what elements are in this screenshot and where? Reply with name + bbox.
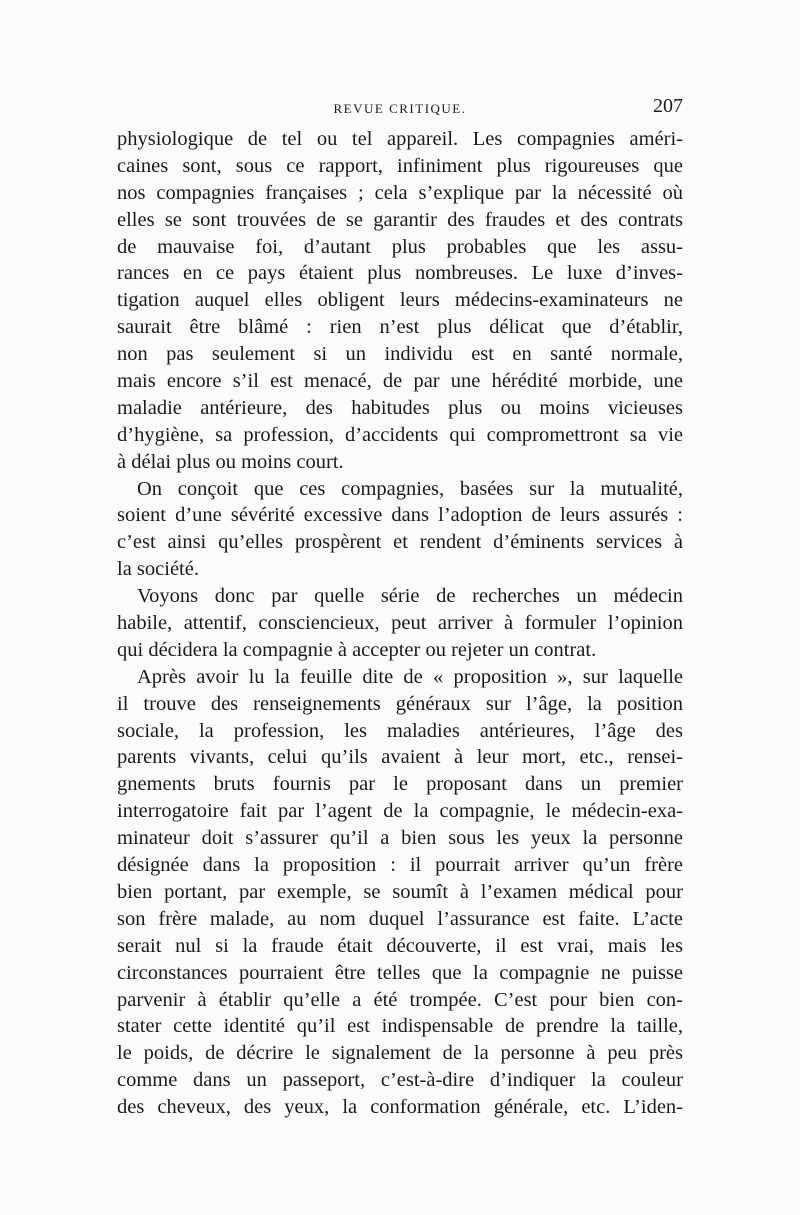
text-line: caines sont, sous ce rapport, infiniment plus rigoureuses que [117,154,683,177]
text-line: non pas seulement si un individu est en santé normale, [117,343,683,366]
text-line: de mauvaise foi, d’autant plus probables que les assu- [117,235,683,258]
text-line: stater cette identité qu’il est indispensable de prendre la taille, [117,1015,683,1038]
text-line: maladie antérieure, des habitudes plus ou moins vicieuses [117,396,683,419]
text-line: circonstances pourraient être telles que la compagnie ne puisse [117,961,683,984]
text-line: mais encore s’il est menacé, de par une hérédité morbide, une [117,370,683,393]
text-line: gnements bruts fournis par le proposant dans un premier [117,773,683,796]
paragraph [117,583,683,664]
text-line: bien portant, par exemple, se soumît à l’examen médical pour [117,880,683,903]
page-number: 207 [653,95,683,117]
text-line: Après avoir lu la feuille dite de « proposition », sur laquelle [137,665,683,688]
text-line: habile, attentif, consciencieux, peut arriver à formuler l’opinion [117,612,683,635]
text-line: qui décidera la compagnie à accepter ou rejeter un contrat. [117,638,597,661]
running-title: REVUE CRITIQUE. [333,101,467,116]
body-text [117,126,683,1121]
text-line: désignée dans la proposition : il pourrait arriver qu’un frère [117,854,683,877]
text-line: parents vivants, celui qu’ils avaient à leur mort, etc., rensei- [117,746,683,769]
text-line: sociale, la profession, les maladies antérieures, l’âge des [117,719,683,742]
text-line: serait nul si la fraude était découverte, il est vrai, mais les [117,934,683,957]
text-line: à délai plus ou moins court. [117,450,344,473]
text-line: parvenir à établir qu’elle a été trompée. C’est pour bien con- [117,988,683,1011]
text-line: physiologique de tel ou tel appareil. Les compagnies améri- [117,128,683,150]
text-line: Voyons donc par quelle série de recherches un médecin [137,585,683,608]
paragraph [117,476,683,584]
paragraph [117,126,683,476]
text-line: comme dans un passeport, c’est-à-dire d’indiquer la couleur [117,1069,683,1092]
paragraph [117,664,683,1121]
text-line: il trouve des renseignements généraux sur l’âge, la position [117,692,683,715]
text-line: interrogatoire fait par l’agent de la compagnie, le médecin-exa- [117,800,683,823]
text-line: nos compagnies françaises ; cela s’explique par la nécessité où [117,181,683,204]
text-line: elles se sont trouvées de se garantir des fraudes et des contrats [117,208,683,231]
text-line: minateur doit s’assurer qu’il a bien sous les yeux la personne [117,827,683,850]
text-line: le poids, de décrire le signalement de la personne à peu près [117,1042,683,1065]
page-header [117,95,683,119]
text-line: tigation auquel elles obligent leurs médecins-examinateurs ne [117,289,683,312]
text-line: On conçoit que ces compagnies, basées sur la mutualité, [137,477,683,500]
text-line: saurait être blâmé : rien n’est plus délicat que d’établir, [117,316,683,339]
text-line: des cheveux, des yeux, la conformation générale, etc. L’iden- [117,1096,683,1119]
text-line: rances en ce pays étaient plus nombreuses. Le luxe d’inves- [117,262,683,285]
text-line: d’hygiène, sa profession, d’accidents qui compromettront sa vie [117,423,683,446]
text-line: soient d’une sévérité excessive dans l’adoption de leurs assurés : [117,504,683,527]
text-line: la société. [117,558,199,581]
text-line: c’est ainsi qu’elles prospèrent et rendent d’éminents services à [117,531,683,554]
text-line: son frère malade, au nom duquel l’assurance est faite. L’acte [117,907,683,930]
